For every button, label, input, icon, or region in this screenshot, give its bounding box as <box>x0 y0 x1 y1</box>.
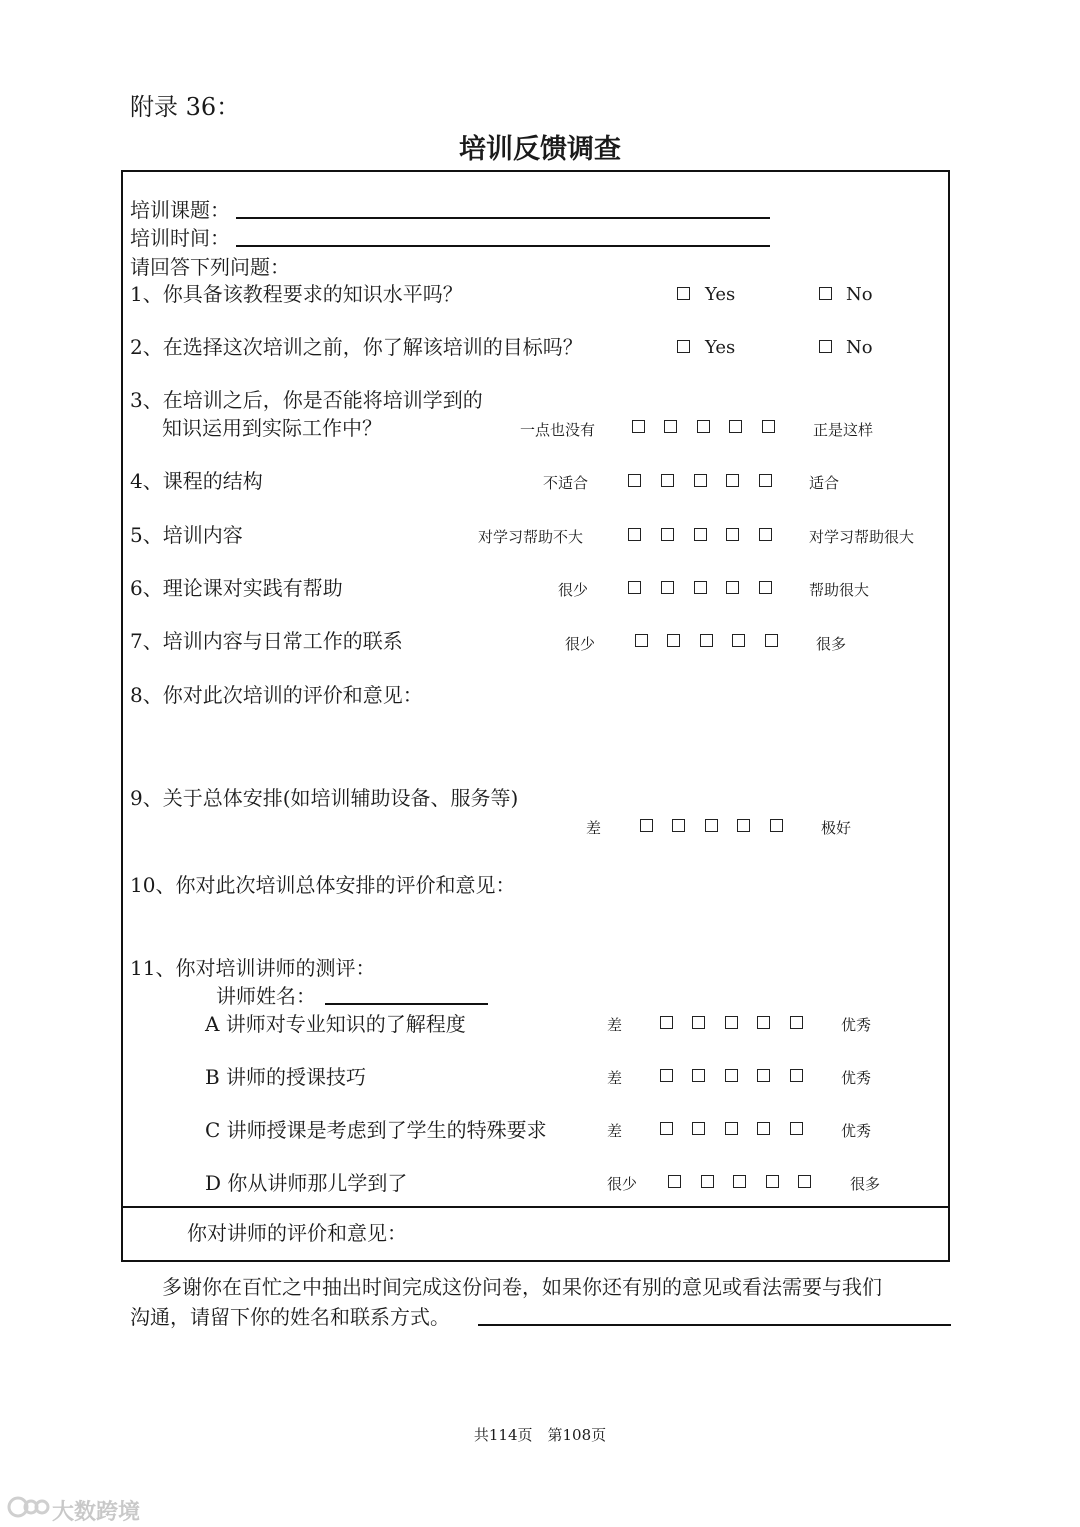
q5-rating-2[interactable] <box>661 528 674 541</box>
q11d-low-label: 很少 <box>607 1175 638 1193</box>
q7-rating-2[interactable] <box>667 634 680 647</box>
q11a-rating-5[interactable] <box>790 1016 803 1029</box>
topic-label: 培训课题： <box>130 198 230 222</box>
question-1: 1、你具备该教程要求的知识水平吗？ <box>130 282 463 306</box>
q7-rating-5[interactable] <box>765 634 778 647</box>
contact-input-line[interactable] <box>478 1324 951 1326</box>
question-4: 4、课程的结构 <box>130 469 263 493</box>
q6-rating-1[interactable] <box>628 581 641 594</box>
q5-rating-1[interactable] <box>628 528 641 541</box>
q3-rating-3[interactable] <box>697 420 710 433</box>
q4-rating-1[interactable] <box>628 474 641 487</box>
q3-rating-4[interactable] <box>729 420 742 433</box>
question-3-line1: 3、在培训之后，你是否能将培训学到的 <box>130 388 483 412</box>
q11c-rating-3[interactable] <box>725 1122 738 1135</box>
page-title: 培训反馈调查 <box>459 134 621 165</box>
q9-rating-1[interactable] <box>640 819 653 832</box>
q11c-rating-4[interactable] <box>757 1122 770 1135</box>
question-8: 8、你对此次培训的评价和意见： <box>130 683 423 707</box>
q5-high-label: 对学习帮助很大 <box>809 528 915 546</box>
watermark-logo-icon <box>6 1494 50 1520</box>
q11a-rating-2[interactable] <box>692 1016 705 1029</box>
question-11: 11、你对培训讲师的测评： <box>130 956 376 980</box>
q11c-rating-1[interactable] <box>660 1122 673 1135</box>
q9-high-label: 极好 <box>821 819 852 837</box>
q11b-rating-3[interactable] <box>725 1069 738 1082</box>
page-number: 共114页 第108页 <box>473 1426 607 1444</box>
q11c-rating-2[interactable] <box>692 1122 705 1135</box>
q11-item-d: D 你从讲师那儿学到了 <box>205 1171 408 1195</box>
q4-low-label: 不适合 <box>543 474 589 492</box>
q11b-rating-4[interactable] <box>757 1069 770 1082</box>
question-7: 7、培训内容与日常工作的联系 <box>130 629 403 653</box>
q11b-high-label: 优秀 <box>841 1069 872 1087</box>
q3-low-label: 一点也没有 <box>520 421 596 439</box>
q11a-low-label: 差 <box>607 1016 623 1034</box>
q11c-low-label: 差 <box>607 1122 623 1140</box>
q7-low-label: 很少 <box>565 635 596 653</box>
q5-low-label: 对学习帮助不大 <box>478 528 584 546</box>
q5-rating-5[interactable] <box>759 528 772 541</box>
q11d-rating-4[interactable] <box>766 1175 779 1188</box>
q6-rating-5[interactable] <box>759 581 772 594</box>
q4-high-label: 适合 <box>809 474 840 492</box>
q7-rating-3[interactable] <box>700 634 713 647</box>
q9-rating-2[interactable] <box>672 819 685 832</box>
question-10: 10、你对此次培训总体安排的评价和意见： <box>130 873 516 897</box>
q2-no-label: No <box>846 337 873 358</box>
footer-line-2: 沟通，请留下你的姓名和联系方式。 <box>130 1305 450 1329</box>
appendix-label: 附录 36： <box>130 93 241 121</box>
question-6: 6、理论课对实践有帮助 <box>130 576 343 600</box>
q4-rating-3[interactable] <box>694 474 707 487</box>
q9-rating-4[interactable] <box>737 819 750 832</box>
q9-rating-5[interactable] <box>770 819 783 832</box>
q1-yes-label: Yes <box>705 284 736 305</box>
q2-yes-label: Yes <box>705 337 736 358</box>
q11d-rating-1[interactable] <box>668 1175 681 1188</box>
q11a-high-label: 优秀 <box>841 1016 872 1034</box>
q5-rating-4[interactable] <box>726 528 739 541</box>
watermark-text: 大数跨境 <box>52 1500 141 1525</box>
question-3-line2: 知识运用到实际工作中？ <box>162 416 382 440</box>
topic-input-line[interactable] <box>236 217 770 219</box>
q9-rating-3[interactable] <box>705 819 718 832</box>
question-2: 2、在选择这次培训之前，你了解该培训的目标吗？ <box>130 335 583 359</box>
q11a-rating-4[interactable] <box>757 1016 770 1029</box>
q11-item-b: B 讲师的授课技巧 <box>205 1065 367 1089</box>
q7-high-label: 很多 <box>816 635 847 653</box>
q7-rating-4[interactable] <box>732 634 745 647</box>
trainer-name-label: 讲师姓名： <box>216 984 316 1008</box>
q11d-rating-3[interactable] <box>733 1175 746 1188</box>
q1-no-label: No <box>846 284 873 305</box>
time-input-line[interactable] <box>236 245 770 247</box>
q11b-rating-1[interactable] <box>660 1069 673 1082</box>
q7-rating-1[interactable] <box>635 634 648 647</box>
q1-no-checkbox[interactable] <box>819 287 832 300</box>
time-label: 培训时间： <box>130 226 230 250</box>
trainer-name-input-line[interactable] <box>325 1003 488 1005</box>
q3-rating-1[interactable] <box>632 420 645 433</box>
q11a-rating-3[interactable] <box>725 1016 738 1029</box>
question-5: 5、培训内容 <box>130 523 243 547</box>
q2-no-checkbox[interactable] <box>819 340 832 353</box>
q11d-high-label: 很多 <box>850 1175 881 1193</box>
q6-high-label: 帮助很大 <box>809 581 870 599</box>
q9-low-label: 差 <box>586 819 602 837</box>
q11d-rating-5[interactable] <box>798 1175 811 1188</box>
q11b-low-label: 差 <box>607 1069 623 1087</box>
q1-yes-checkbox[interactable] <box>677 287 690 300</box>
q11-item-c: C 讲师授课是考虑到了学生的特殊要求 <box>205 1118 547 1142</box>
instruction-text: 请回答下列问题： <box>130 255 290 279</box>
q6-low-label: 很少 <box>558 581 589 599</box>
q3-rating-2[interactable] <box>664 420 677 433</box>
footer-line-1: 多谢你在百忙之中抽出时间完成这份问卷，如果你还有别的意见或看法需要与我们 <box>162 1275 882 1299</box>
q6-rating-2[interactable] <box>661 581 674 594</box>
q2-yes-checkbox[interactable] <box>677 340 690 353</box>
q4-rating-4[interactable] <box>726 474 739 487</box>
box-divider <box>121 1206 950 1208</box>
q11c-high-label: 优秀 <box>841 1122 872 1140</box>
q4-rating-5[interactable] <box>759 474 772 487</box>
q6-rating-3[interactable] <box>694 581 707 594</box>
q3-rating-5[interactable] <box>762 420 775 433</box>
q11b-rating-2[interactable] <box>692 1069 705 1082</box>
question-9: 9、关于总体安排(如培训辅助设备、服务等) <box>130 786 519 810</box>
survey-form-box <box>121 170 950 1262</box>
q11b-rating-5[interactable] <box>790 1069 803 1082</box>
q4-rating-2[interactable] <box>661 474 674 487</box>
q11a-rating-1[interactable] <box>660 1016 673 1029</box>
q3-high-label: 正是这样 <box>813 421 874 439</box>
q11c-rating-5[interactable] <box>790 1122 803 1135</box>
q6-rating-4[interactable] <box>726 581 739 594</box>
q11d-rating-2[interactable] <box>701 1175 714 1188</box>
trainer-comments-label: 你对讲师的评价和意见： <box>187 1221 407 1245</box>
q11-item-a: A 讲师对专业知识的了解程度 <box>205 1012 466 1036</box>
q5-rating-3[interactable] <box>694 528 707 541</box>
